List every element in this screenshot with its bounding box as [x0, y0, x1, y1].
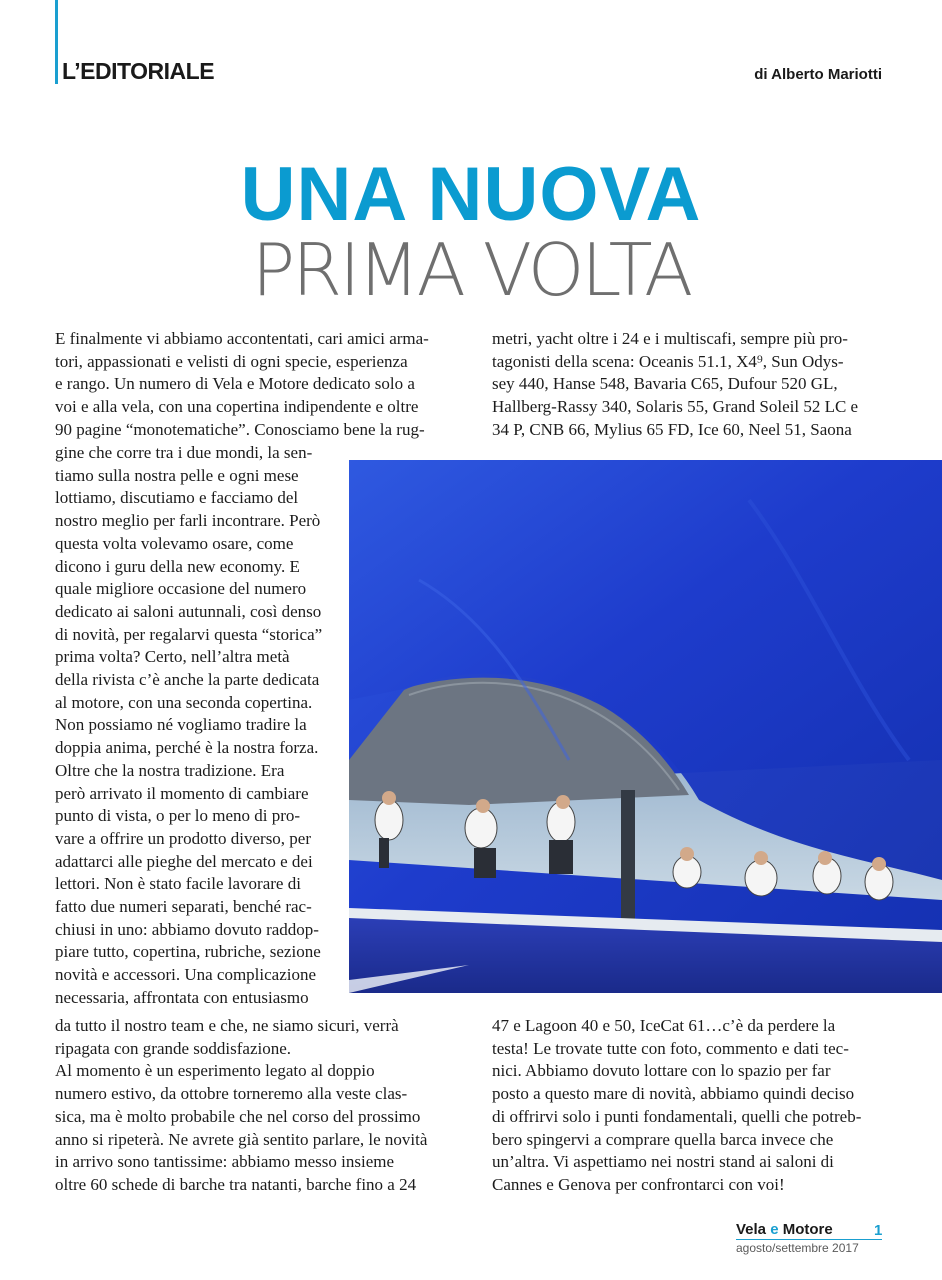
text-line: E finalmente vi abbiamo accontentati, cari amici arma- [55, 329, 429, 348]
text-line: sica, ma è molto probabile che nel corso del prossimo [55, 1106, 421, 1126]
article-right-top [492, 328, 858, 442]
text-line: doppia anima, perché è la nostra forza. [55, 738, 319, 758]
text-line: anno si ripeterà. Ne avrete già sentito parlare, le novità [55, 1129, 428, 1149]
text-line: Cannes e Genova per confrontarci con voi! [492, 1174, 785, 1194]
issue-date: agosto/settembre 2017 [736, 1241, 859, 1255]
headline-line-1: UNA NUOVA [240, 152, 702, 237]
text-line: tori, appassionati e velisti di ogni specie, esperienza [55, 351, 408, 371]
text-line: necessaria, affrontata con entusiasmo [55, 987, 309, 1007]
text-line: questa volta volevamo osare, come [55, 533, 294, 553]
text-line: 47 e Lagoon 40 e 50, IceCat 61…c’è da perdere la [492, 1016, 836, 1035]
text-line: Al momento è un esperimento legato al doppio [55, 1061, 375, 1081]
text-line: dedicato ai saloni autunnali, così denso [55, 601, 322, 621]
text-line: voi e alla vela, con una copertina indipendente e oltre [55, 397, 419, 417]
text-line: adattarci alle pieghe del mercato e dei [55, 851, 313, 871]
text-line: di offrirvi solo i punti fondamentali, quelli che potreb- [492, 1106, 862, 1126]
text-line: oltre 60 schede di barche tra natanti, barche fino a 24 [55, 1174, 417, 1194]
section-label: L’EDITORIALE [62, 58, 215, 84]
sailing-photo [349, 460, 942, 993]
text-line: bero spingervi a comprare quella barca invece che [492, 1129, 834, 1149]
text-line: ripagata con grande soddisfazione. [55, 1038, 292, 1058]
text-line: un’altra. Vi aspettiamo nei nostri stand ai saloni di [492, 1152, 834, 1172]
text-line: numero estivo, da ottobre torneremo alla veste clas- [55, 1084, 408, 1104]
text-line: Non possiamo né vogliamo tradire la [55, 715, 307, 735]
article-left-bottom [55, 1015, 427, 1197]
page-number: 1 [874, 1222, 883, 1239]
magazine-name-e: e [770, 1221, 779, 1238]
text-line: 34 P, CNB 66, Mylius 65 FD, Ice 60, Neel 51, Saona [492, 419, 852, 439]
magazine-name-vela: Vela [736, 1221, 767, 1238]
footer-rule [736, 1239, 882, 1240]
text-line: lottiamo, discutiamo e facciamo del [55, 488, 299, 508]
text-line: della rivista c’è anche la parte dedicata [55, 670, 320, 690]
text-line: da tutto il nostro team e che, ne siamo sicuri, verrà [55, 1016, 399, 1035]
magazine-name [736, 1221, 833, 1238]
text-line: e rango. Un numero di Vela e Motore dedicato solo a [55, 374, 415, 394]
accent-rule [55, 0, 58, 84]
text-line: chiusi in uno: abbiamo dovuto raddop- [55, 919, 319, 939]
text-line: metri, yacht oltre i 24 e i multiscafi, sempre più pro- [492, 329, 848, 348]
text-line: piare tutto, copertina, rubriche, sezione [55, 942, 321, 962]
text-line: prima volta? Certo, nell’altra metà [55, 647, 290, 667]
text-line: di novità, per regalarvi questa “storica” [55, 624, 323, 644]
magazine-name-motore: Motore [782, 1221, 833, 1238]
text-line: nici. Abbiamo dovuto lottare con lo spazio per far [492, 1061, 831, 1081]
text-line: tiamo sulla nostra pelle e ogni mese [55, 465, 299, 485]
text-line: al motore, con una seconda copertina. [55, 692, 313, 712]
text-line: quale migliore occasione del numero [55, 579, 307, 599]
text-line: novità e accessori. Una complicazione [55, 965, 317, 985]
article-right-bottom [492, 1015, 861, 1197]
text-line: dicono i guru della new economy. E [55, 556, 300, 576]
article-left-middle [55, 442, 322, 1010]
text-line: sey 440, Hanse 548, Bavaria C65, Dufour 520 GL, [492, 374, 838, 394]
text-line: vare a offrire un prodotto diverso, per [55, 828, 312, 848]
sailing-photo-illustration [349, 460, 942, 993]
text-line: tagonisti della scena: Oceanis 51.1, X4⁹, Sun Odys- [492, 351, 844, 371]
text-line: gine che corre tra i due mondi, la sen- [55, 443, 313, 462]
text-line: testa! Le trovate tutte con foto, commento e dati tec- [492, 1038, 849, 1058]
author-byline: di Alberto Mariotti [754, 66, 882, 83]
text-line: 90 pagine “monotematiche”. Conosciamo bene la rug- [55, 419, 425, 439]
text-line: in arrivo sono tantissime: abbiamo messo insieme [55, 1152, 395, 1172]
text-line: nostro meglio per farli incontrare. Però [55, 511, 321, 531]
headline-line-2: PRIMA VOLTA [251, 228, 691, 312]
text-line: posto a questo mare di novità, abbiamo quindi deciso [492, 1084, 855, 1104]
text-line: lettori. Non è stato facile lavorare di [55, 874, 301, 894]
text-line: Hallberg-Rassy 340, Solaris 55, Grand Soleil 52 LC e [492, 397, 859, 417]
article-left-top [55, 328, 429, 442]
text-line: fatto due numeri separati, benché rac- [55, 897, 312, 917]
text-line: Oltre che la nostra tradizione. Era [55, 760, 285, 780]
text-line: però arrivato il momento di cambiare [55, 783, 309, 803]
text-line: punto di vista, o per lo meno di pro- [55, 806, 301, 826]
